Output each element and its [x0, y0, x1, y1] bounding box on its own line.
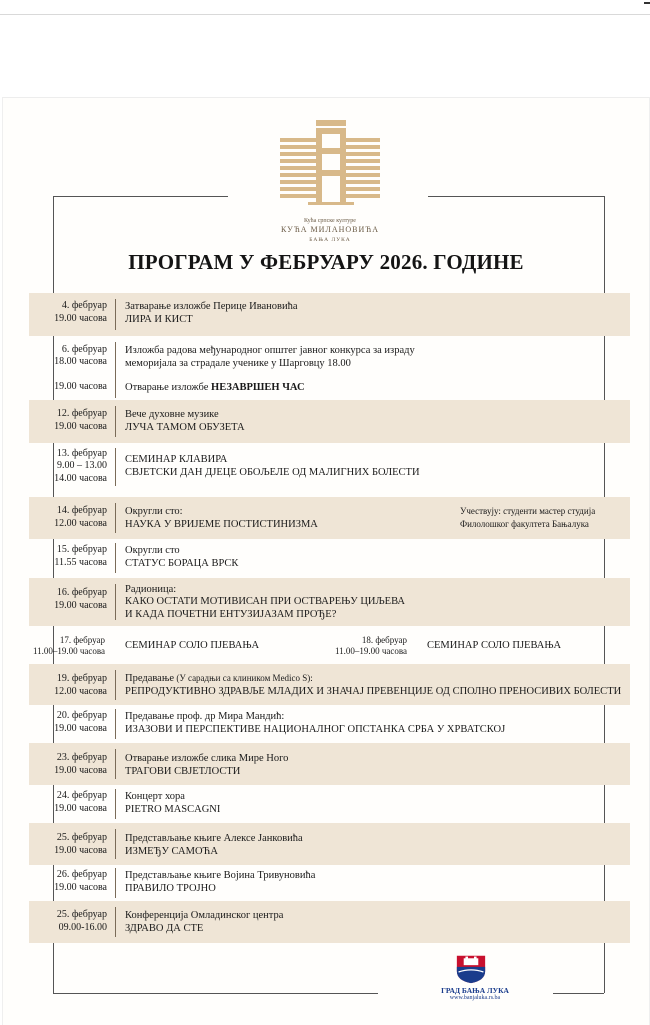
- event-time: 14.00 часова: [54, 473, 107, 484]
- event-title: ИЗМЕЂУ САМОЋА: [125, 846, 218, 857]
- event-time: 9.00 – 13.00: [57, 460, 107, 471]
- event-line: меморијала за страдале ученике у Шарговцу 18.00: [125, 358, 351, 369]
- event-date: 20. фебруар: [56, 710, 107, 721]
- event-time: 11.00–19.00 часова: [32, 646, 105, 656]
- frame-line: [53, 993, 378, 994]
- event-time: 09.00-16.00: [58, 922, 107, 933]
- event-row: [29, 901, 630, 943]
- menu-dash: [644, 2, 650, 4]
- event-time: 12.00 часова: [54, 518, 107, 529]
- event-title: PIETRO MASCAGNI: [125, 804, 221, 815]
- event-title: КАКО ОСТАТИ МОТИВИСАН ПРИ ОСТВАРЕЊУ ЦИЉЕВА: [125, 596, 406, 607]
- event-time: 19.00 часова: [54, 882, 107, 893]
- logo-city: БАЊА ЛУКА: [309, 237, 351, 243]
- event-time: 12.00 часова: [54, 686, 107, 697]
- event-title: СВЈЕТСКИ ДАН ДЈЕЦЕ ОБОЉЕЛЕ ОД МАЛИГНИХ БОЛЕСТИ: [125, 467, 420, 478]
- event-time: 11.55 часова: [54, 557, 107, 568]
- separator: [115, 342, 116, 398]
- event-line: Округли сто:: [125, 506, 183, 517]
- event-time: 19.00 часова: [54, 313, 107, 324]
- top-bar: [0, 0, 650, 15]
- logo-name: КУЋА МИЛАНОВИЋА: [280, 225, 379, 234]
- event-time: 18.00 часова: [54, 356, 107, 367]
- event-title: СЕМИНАР СОЛО ПЈЕВАЊА: [125, 640, 260, 651]
- frame-line: [428, 196, 604, 197]
- event-time: 19.00 часова: [54, 723, 107, 734]
- event-time: 11.00–19.00 часова: [334, 646, 407, 656]
- program-poster: [2, 97, 650, 1025]
- event-time: 19.00 часова: [54, 803, 107, 814]
- event-line: Округли сто: [125, 545, 180, 556]
- event-row: [29, 445, 630, 495]
- logo-subtitle: Кућа српске културе: [304, 218, 356, 224]
- separator: [115, 543, 116, 573]
- event-row: [29, 866, 630, 902]
- event-line: [125, 381, 625, 394]
- separator: [115, 789, 116, 819]
- event-row: [29, 578, 630, 626]
- event-date: 13. фебруар: [56, 448, 107, 459]
- separator: [115, 448, 116, 486]
- event-note: Учествују: студенти мастер студија: [460, 506, 596, 516]
- city-emblem-icon: [455, 954, 487, 984]
- separator: [115, 503, 116, 533]
- event-title: СЕМИНАР КЛАВИРА: [125, 454, 228, 465]
- event-title: ПРАВИЛО ТРОЈНО: [125, 883, 216, 894]
- event-row: [29, 743, 630, 785]
- event-row: [29, 787, 630, 823]
- separator: [115, 406, 116, 437]
- event-line-prefix: Предавање: [125, 673, 175, 684]
- event-row: [29, 497, 630, 539]
- event-date: 18. фебруар: [361, 635, 407, 645]
- event-title: ЗДРАВО ДА СТЕ: [125, 923, 204, 934]
- event-line: Концерт хора: [125, 791, 185, 802]
- event-date: 25. фебруар: [56, 909, 107, 920]
- event-title: И КАДА ПОЧЕТНИ ЕНТУЗИЈАЗАМ ПРОЂЕ?: [125, 609, 337, 620]
- frame-line: [553, 993, 604, 994]
- event-title: РЕПРОДУКТИВНО ЗДРАВЉЕ МЛАДИХ И ЗНАЧАЈ ПРЕВЕНЦИЈЕ ОД СПОЛНО ПРЕНОСИВИХ БОЛЕСТИ: [125, 686, 622, 697]
- event-date: 25. фебруар: [56, 832, 107, 843]
- event-date: 15. фебруар: [56, 544, 107, 555]
- event-date: 4. фебруар: [61, 300, 107, 311]
- separator: [115, 709, 116, 739]
- event-date: 12. фебруар: [56, 408, 107, 419]
- event-line: Затварање изложбе Перице Ивановића: [125, 301, 298, 312]
- event-title: СТАТУС БОРАЦА ВРСК: [125, 558, 239, 569]
- separator: [115, 749, 116, 779]
- event-title: ЛУЧА ТАМОМ ОБУЗЕТА: [125, 422, 245, 433]
- event-date: 14. фебруар: [56, 505, 107, 516]
- event-row: [29, 664, 630, 705]
- event-time: 19.00 часова: [54, 381, 107, 392]
- event-time: 19.00 часова: [54, 600, 107, 611]
- event-title: ИЗАЗОВИ И ПЕРСПЕКТИВЕ НАЦИОНАЛНОГ ОПСТАНКА СРБА У ХРВАТСКОЈ: [125, 724, 506, 735]
- event-date: 6. фебруар: [61, 344, 107, 355]
- event-date: 16. фебруар: [56, 587, 107, 598]
- event-row: [29, 400, 630, 443]
- event-date: 19. фебруар: [56, 673, 107, 684]
- building-logo-icon: [278, 118, 382, 210]
- event-row: [29, 707, 630, 743]
- event-date: 24. фебруар: [56, 790, 107, 801]
- city-name: ГРАД БАЊА ЛУКА: [441, 986, 509, 995]
- event-line: [125, 672, 625, 685]
- separator: [115, 670, 116, 700]
- event-row: [29, 823, 630, 865]
- event-line: Изложба радова међународног општег јавног конкурса за израду: [125, 345, 415, 356]
- event-time: 19.00 часова: [54, 765, 107, 776]
- event-line-prefix: Отварање изложбе: [125, 382, 212, 393]
- separator: [115, 868, 116, 898]
- event-date: 17. фебруар: [59, 635, 105, 645]
- event-title: НЕЗАВРШЕН ЧАС: [211, 382, 305, 393]
- event-line: Предавање проф. др Мира Мандић:: [125, 711, 285, 722]
- page-title: ПРОГРАМ У ФЕБРУАРУ 2026. ГОДИНЕ: [128, 250, 524, 274]
- event-row: [29, 628, 630, 664]
- event-row: [29, 541, 630, 577]
- event-title: СЕМИНАР СОЛО ПЈЕВАЊА: [427, 640, 562, 651]
- event-date: 26. фебруар: [56, 869, 107, 880]
- event-title: НАУКА У ВРИЈЕМЕ ПОСТИСТИНИЗМА: [125, 519, 318, 530]
- frame-line: [53, 196, 228, 197]
- city-url: www.banjaluka.rs.ba: [449, 995, 501, 1001]
- event-date: 23. фебруар: [56, 752, 107, 763]
- event-line: Представљање књиге Војина Тривуновића: [125, 870, 316, 881]
- event-line: Отварање изложбе слика Мире Ного: [125, 753, 289, 764]
- event-row: [29, 338, 630, 398]
- separator: [115, 584, 116, 620]
- event-line: Радионица:: [125, 584, 177, 595]
- event-time: 19.00 часова: [54, 845, 107, 856]
- event-line: Вече духовне музике: [125, 409, 219, 420]
- event-line: Представљање књиге Алексе Јанковића: [125, 833, 303, 844]
- event-title: ТРАГОВИ СВЈЕТЛОСТИ: [125, 766, 241, 777]
- separator: [115, 829, 116, 859]
- event-title: ЛИРА И КИСТ: [125, 314, 193, 325]
- event-row: [29, 293, 630, 336]
- event-note: Филолошког факултета Бањалука: [460, 519, 589, 529]
- separator: [115, 907, 116, 937]
- event-line: Конференција Омладинског центра: [125, 910, 284, 921]
- separator: [115, 299, 116, 330]
- event-time: 19.00 часова: [54, 421, 107, 432]
- event-line-note: (У сарадњи са клиником Medico S):: [174, 673, 313, 683]
